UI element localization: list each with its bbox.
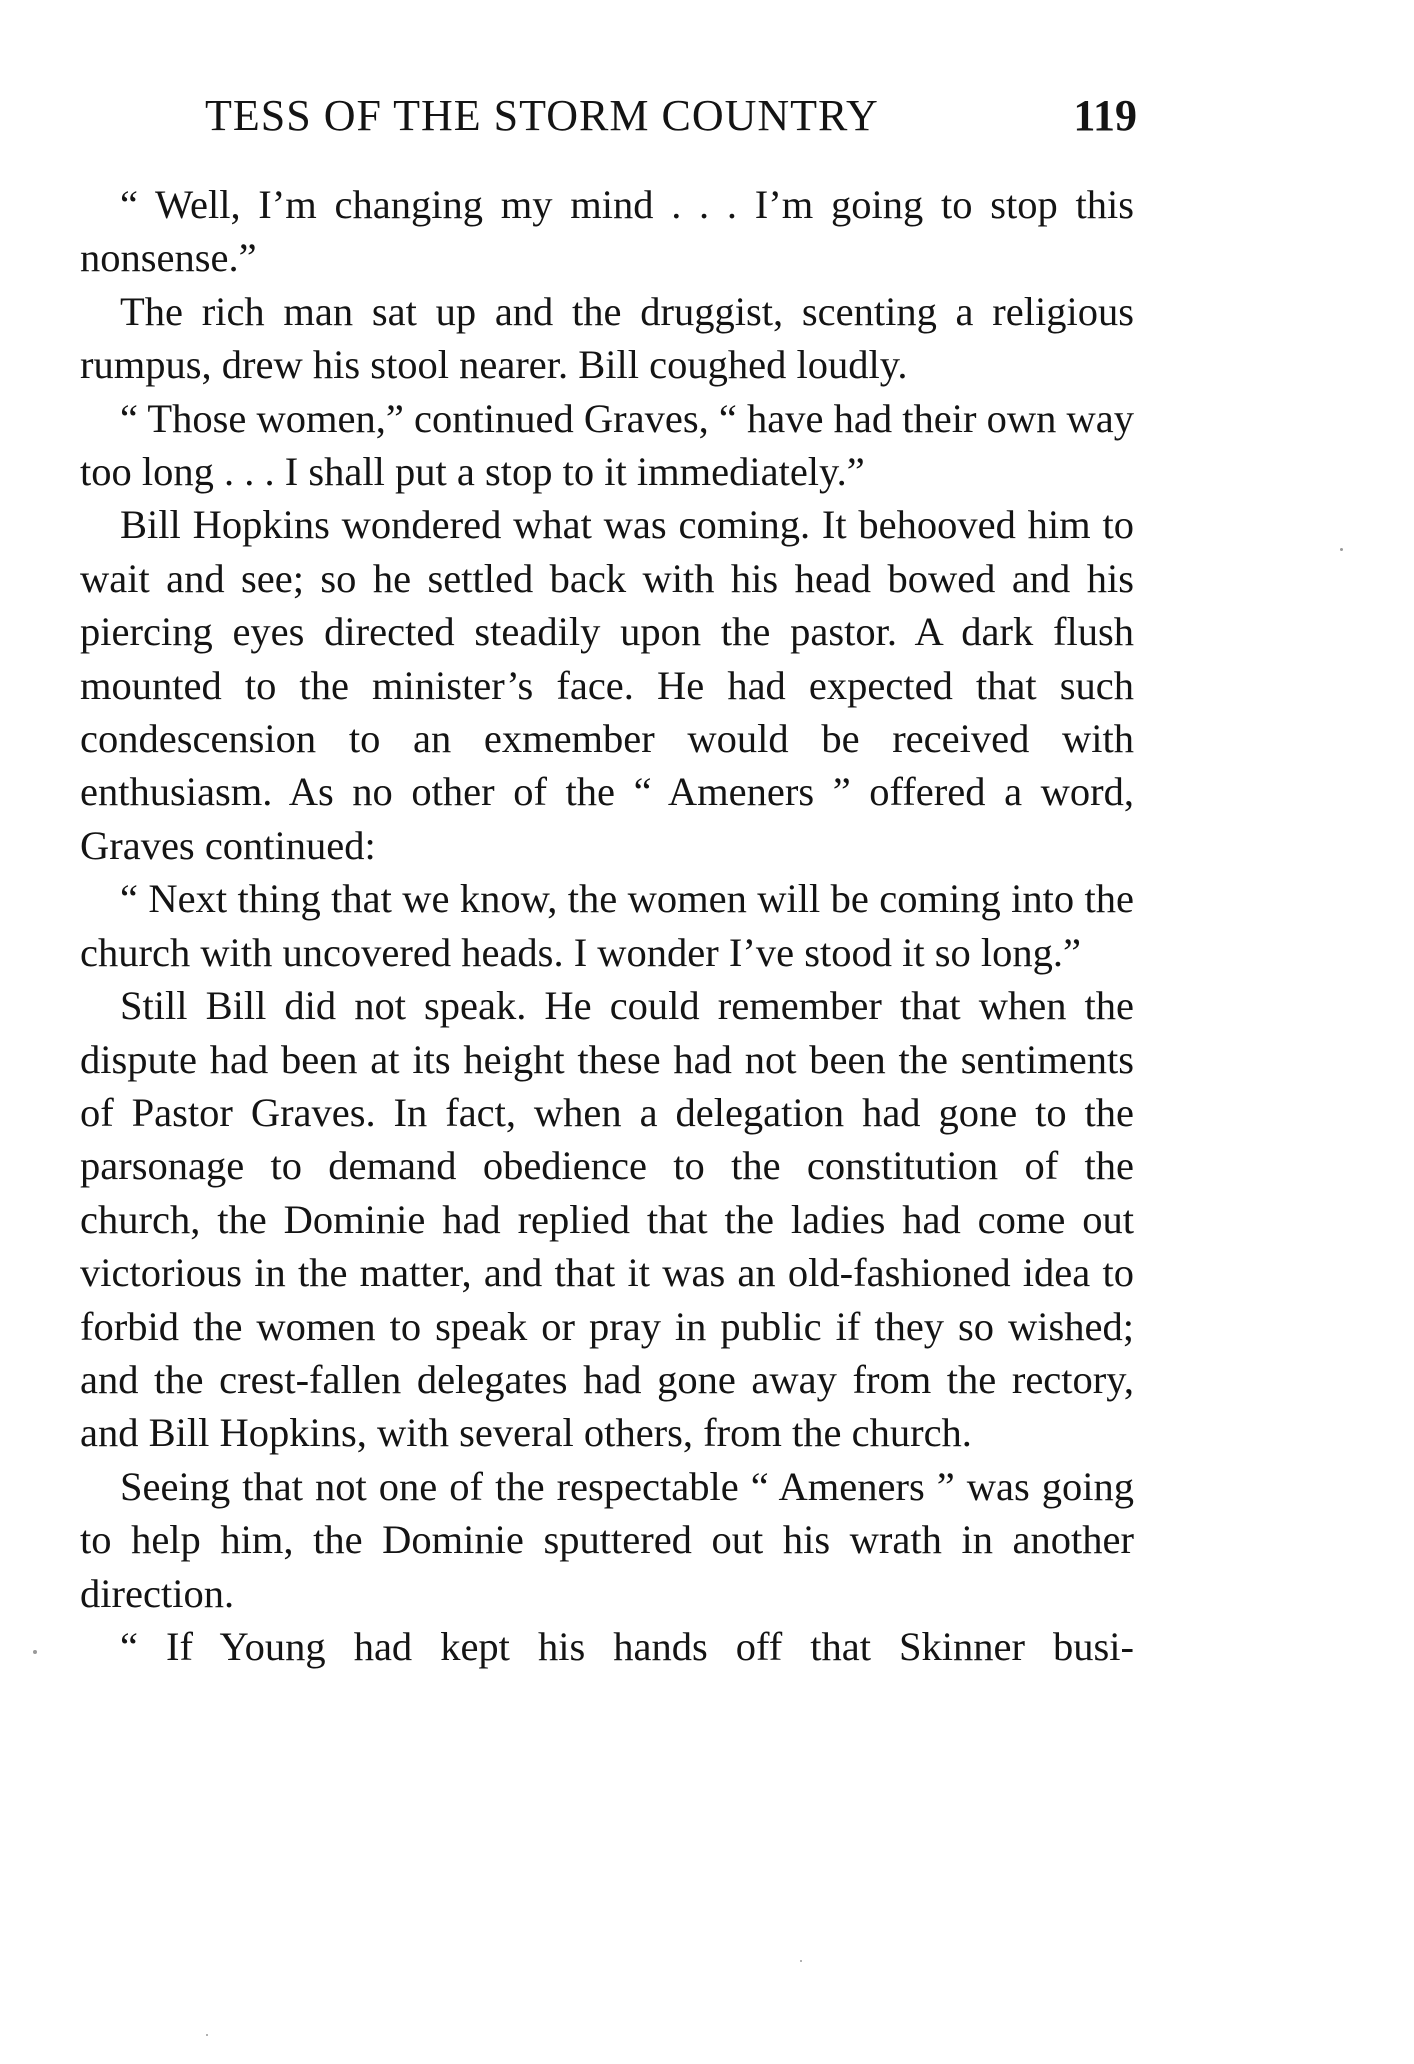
running-head: [205, 86, 1137, 146]
paragraph: “ Those women,” continued Graves, “ have had their own way too long . . . I shall put a stop to it immediately.”: [80, 395, 1134, 495]
paragraph: “ Next thing that we know, the women will be coming into the church with uncovered heads. I wonder I’ve stood it so long.”: [80, 876, 1134, 975]
paragraph: The rich man sat up and the druggist, scenting a religious rumpus, drew his stool nearer. Bill coughed loudly.: [80, 288, 1134, 388]
paragraph: Bill Hopkins wondered what was coming. It behooved him to wait and see; so he settled back with his head bowed and his piercing eyes directed steadily upon the pastor. A dark flush mounted to the minister’s face. He had expected that such condescension to an exmember would be received with enthusiasm. As no other of the “ Ameners ” offered a word, Graves continued:: [80, 502, 1134, 868]
paragraph: Still Bill did not speak. He could remember that when the dispute had been at its height these had not been the sentiments of Pastor Graves. In fact, when a delegation had gone to the parsonage to demand obedience to the constitution of the church, the Dominie had replied that the ladies had come out victorious in the matter, and that it was an old-fashioned idea to forbid the women to speak or pray in public if they so wished; and the crest-fallen delegates had gone away from the rectory, and Bill Hopkins, with several others, from the church.: [80, 983, 1134, 1456]
paper-speck: [800, 1960, 802, 1962]
body-text: [80, 178, 1134, 1673]
paper-speck: [1340, 548, 1343, 551]
paragraph: “ Well, I’m changing my mind . . . I’m going to stop this nonsense.”: [80, 182, 1134, 281]
paper-speck: [33, 1650, 37, 1654]
paper-speck: [206, 2034, 208, 2036]
running-title: TESS OF THE STORM COUNTRY: [205, 91, 879, 140]
paragraph: “ If Young had kept his hands off that Skinner busi-: [120, 1623, 1134, 1669]
paragraph: Seeing that not one of the respectable “ Ameners ” was going to help him, the Dominie sputtered out his wrath in another direction.: [80, 1463, 1134, 1616]
page-number: 119: [1073, 91, 1137, 140]
